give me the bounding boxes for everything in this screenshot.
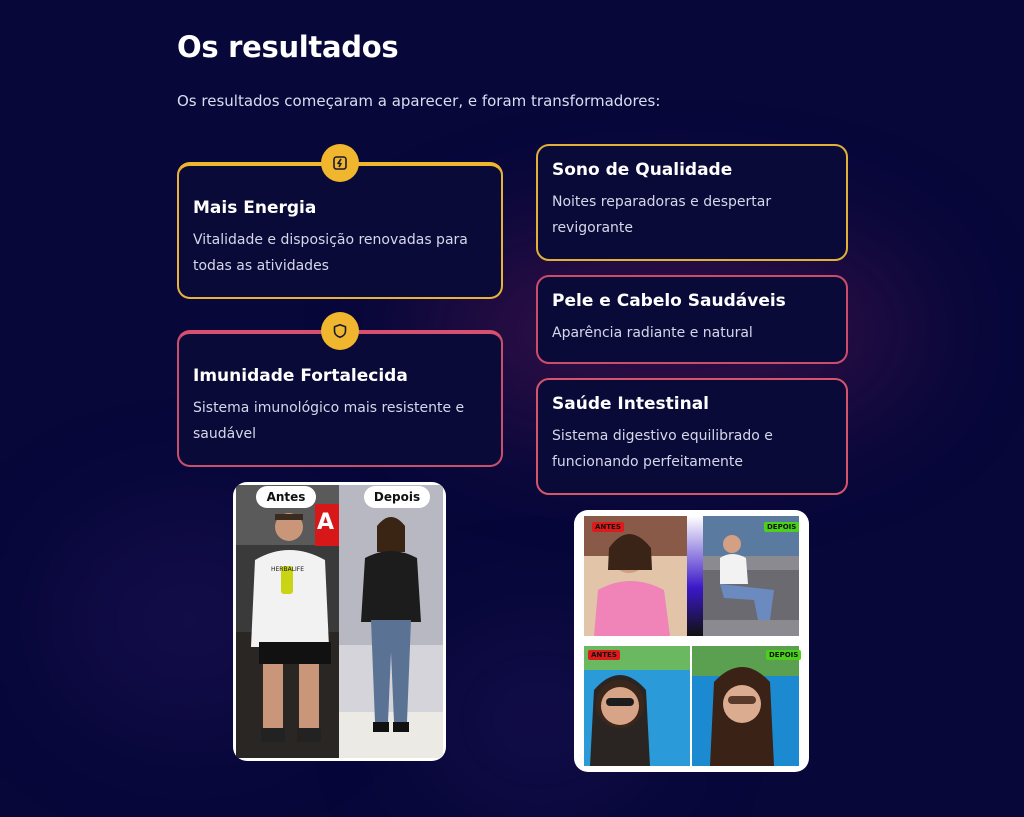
after-tag: DEPOIS [766,650,801,660]
before-tag: ANTES [588,650,620,660]
benefit-card-gut [536,378,848,495]
before-after-photo-right [574,510,809,772]
before-after-collage [574,510,809,772]
section-subtitle: Os resultados começaram a aparecer, e foram transformadores: [177,92,661,110]
shirt-text: HERBALIFE [271,566,305,573]
before-after-illustration [233,482,446,761]
before-tag: ANTES [592,522,624,532]
benefit-card-immunity [177,330,503,467]
card-description: Vitalidade e disposição renovadas para todas as atividades [193,232,468,274]
lightning-icon [321,144,359,182]
card-description: Sistema imunológico mais resistente e saudável [193,400,465,442]
after-tag: DEPOIS [764,522,799,532]
after-label: Depois [364,486,430,508]
card-description: Sistema digestivo equilibrado e funcionando perfeitamente [552,428,773,470]
card-title: Imunidade Fortalecida [193,366,408,386]
card-title: Sono de Qualidade [552,160,733,180]
before-after-photo-left [233,482,446,761]
benefit-card-energy [177,162,503,299]
card-description: Noites reparadoras e despertar revigorante [552,194,772,236]
card-description: Aparência radiante e natural [552,325,753,341]
card-title: Saúde Intestinal [552,394,709,414]
benefit-card-skin-hair [536,275,848,364]
benefit-card-sleep [536,144,848,261]
before-label: Antes [256,486,316,508]
card-title: Mais Energia [193,198,317,218]
card-title: Pele e Cabelo Saudáveis [552,291,786,311]
sign-text: A [317,510,335,535]
section-title: Os resultados [177,30,399,64]
shield-icon [321,312,359,350]
